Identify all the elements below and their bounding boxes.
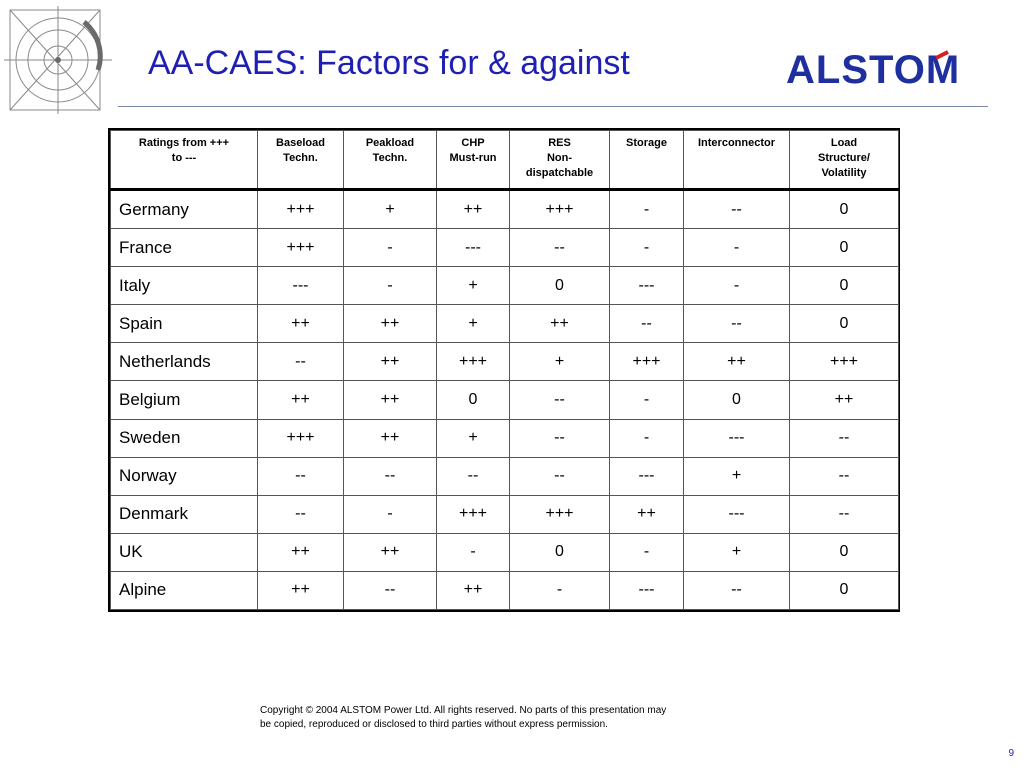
rating-cell: --- <box>258 267 344 305</box>
column-header-line: Storage <box>626 137 667 149</box>
rating-cell: +++ <box>790 343 899 381</box>
table-row <box>111 305 899 343</box>
ratings-table-container <box>108 128 900 612</box>
column-header-line: Baseload <box>276 137 325 149</box>
rating-cell: - <box>344 229 437 267</box>
table-header <box>111 131 899 190</box>
rating-cell: ++ <box>258 533 344 571</box>
table-row <box>111 190 899 229</box>
table-row <box>111 495 899 533</box>
rating-cell: ++ <box>684 343 790 381</box>
rating-cell: -- <box>684 305 790 343</box>
rating-cell: 0 <box>790 190 899 229</box>
country-cell: UK <box>111 533 258 571</box>
column-header <box>510 131 610 190</box>
rating-cell: +++ <box>258 229 344 267</box>
column-header-line: Load <box>830 137 858 149</box>
rating-cell: 0 <box>790 267 899 305</box>
rating-cell: 0 <box>437 381 510 419</box>
copyright-notice <box>260 704 780 732</box>
rating-cell: ++ <box>258 305 344 343</box>
column-header-line: Ratings from +++ <box>138 137 230 149</box>
rating-cell: 0 <box>790 305 899 343</box>
column-header-line: Interconnector <box>697 137 775 149</box>
rating-cell: -- <box>790 457 899 495</box>
rating-cell: +++ <box>510 495 610 533</box>
table-row <box>111 267 899 305</box>
rating-cell: ++ <box>437 571 510 609</box>
rating-cell: ++ <box>437 190 510 229</box>
column-header-line: to --- <box>171 152 197 164</box>
rating-cell: + <box>344 190 437 229</box>
column-header <box>111 131 258 190</box>
rating-cell: -- <box>344 571 437 609</box>
rating-cell: - <box>610 190 684 229</box>
rating-cell: --- <box>610 571 684 609</box>
rating-cell: +++ <box>437 495 510 533</box>
rating-cell: ++ <box>344 419 437 457</box>
column-header <box>610 131 684 190</box>
table-row <box>111 381 899 419</box>
column-header <box>437 131 510 190</box>
rating-cell: -- <box>790 419 899 457</box>
rating-cell: - <box>510 571 610 609</box>
alstom-logo <box>786 50 990 88</box>
country-cell: Netherlands <box>111 343 258 381</box>
copyright-line-2: be copied, reproduced or disclosed to third parties without express permission. <box>260 719 608 730</box>
brand-text: ALSTOM <box>786 50 961 88</box>
rating-cell: ++ <box>258 571 344 609</box>
rating-cell: 0 <box>790 571 899 609</box>
rating-cell: --- <box>684 495 790 533</box>
country-cell: Germany <box>111 190 258 229</box>
rating-cell: ++ <box>344 343 437 381</box>
rating-cell: --- <box>684 419 790 457</box>
column-header-line: Non- <box>546 152 573 164</box>
rating-cell: +++ <box>258 190 344 229</box>
country-cell: Sweden <box>111 419 258 457</box>
column-header <box>344 131 437 190</box>
rating-cell: +++ <box>258 419 344 457</box>
rating-cell: 0 <box>790 229 899 267</box>
rating-cell: - <box>610 381 684 419</box>
rating-cell: - <box>610 419 684 457</box>
rating-cell: -- <box>790 495 899 533</box>
rating-cell: - <box>437 533 510 571</box>
column-header-line: dispatchable <box>525 167 594 179</box>
rating-cell: - <box>684 229 790 267</box>
column-header-line: Must-run <box>449 152 497 164</box>
column-header <box>258 131 344 190</box>
rating-cell: -- <box>510 381 610 419</box>
rating-cell: -- <box>437 457 510 495</box>
rating-cell: -- <box>510 229 610 267</box>
column-header-line: Volatility <box>821 167 867 179</box>
rating-cell: + <box>437 419 510 457</box>
rating-cell: --- <box>437 229 510 267</box>
rating-cell: ++ <box>790 381 899 419</box>
table-row <box>111 419 899 457</box>
rating-cell: -- <box>344 457 437 495</box>
column-header-line: CHP <box>461 137 485 149</box>
table-body <box>111 190 899 610</box>
country-cell: France <box>111 229 258 267</box>
country-cell: Italy <box>111 267 258 305</box>
rating-cell: -- <box>258 457 344 495</box>
slide-title: AA-CAES: Factors for & against <box>148 44 630 82</box>
country-cell: Belgium <box>111 381 258 419</box>
country-cell: Denmark <box>111 495 258 533</box>
rating-cell: +++ <box>510 190 610 229</box>
rating-cell: --- <box>610 457 684 495</box>
rating-cell: 0 <box>684 381 790 419</box>
rating-cell: 0 <box>510 267 610 305</box>
rating-cell: -- <box>684 571 790 609</box>
rating-cell: + <box>437 305 510 343</box>
rating-cell: - <box>610 533 684 571</box>
rating-cell: + <box>684 457 790 495</box>
rating-cell: 0 <box>510 533 610 571</box>
table-row <box>111 457 899 495</box>
rating-cell: 0 <box>790 533 899 571</box>
rating-cell: ++ <box>510 305 610 343</box>
rating-cell: - <box>344 267 437 305</box>
rating-cell: - <box>344 495 437 533</box>
column-header <box>684 131 790 190</box>
rating-cell: + <box>684 533 790 571</box>
rating-cell: -- <box>510 419 610 457</box>
rating-cell: - <box>684 267 790 305</box>
rating-cell: + <box>437 267 510 305</box>
column-header <box>790 131 899 190</box>
column-header-line: RES <box>548 137 571 149</box>
rating-cell: -- <box>258 495 344 533</box>
rating-cell: +++ <box>610 343 684 381</box>
header-row <box>111 131 899 190</box>
country-cell: Norway <box>111 457 258 495</box>
column-header-line: Peakload <box>365 137 415 149</box>
table-row <box>111 343 899 381</box>
rating-cell: ++ <box>258 381 344 419</box>
table-row <box>111 229 899 267</box>
table-row <box>111 571 899 609</box>
copyright-line-1: Copyright © 2004 ALSTOM Power Ltd. All rights reserved. No parts of this presentation may <box>260 705 667 716</box>
rating-cell: -- <box>258 343 344 381</box>
rating-cell: ++ <box>344 381 437 419</box>
country-cell: Alpine <box>111 571 258 609</box>
column-header-line: Techn. <box>283 152 318 164</box>
rating-cell: ++ <box>610 495 684 533</box>
column-header-line: Techn. <box>372 152 408 164</box>
decorative-corner-graphic <box>2 2 114 116</box>
rating-cell: ++ <box>344 305 437 343</box>
rating-cell: -- <box>510 457 610 495</box>
page-number: 9 <box>1008 748 1014 759</box>
table-row <box>111 533 899 571</box>
rating-cell: -- <box>684 190 790 229</box>
country-cell: Spain <box>111 305 258 343</box>
column-header-line: Structure/ <box>818 152 870 164</box>
rating-cell: ++ <box>344 533 437 571</box>
rating-cell: +++ <box>437 343 510 381</box>
rating-cell: + <box>510 343 610 381</box>
header-divider <box>118 106 988 107</box>
rating-cell: --- <box>610 267 684 305</box>
rating-cell: -- <box>610 305 684 343</box>
rating-cell: - <box>610 229 684 267</box>
ratings-table <box>110 130 899 610</box>
